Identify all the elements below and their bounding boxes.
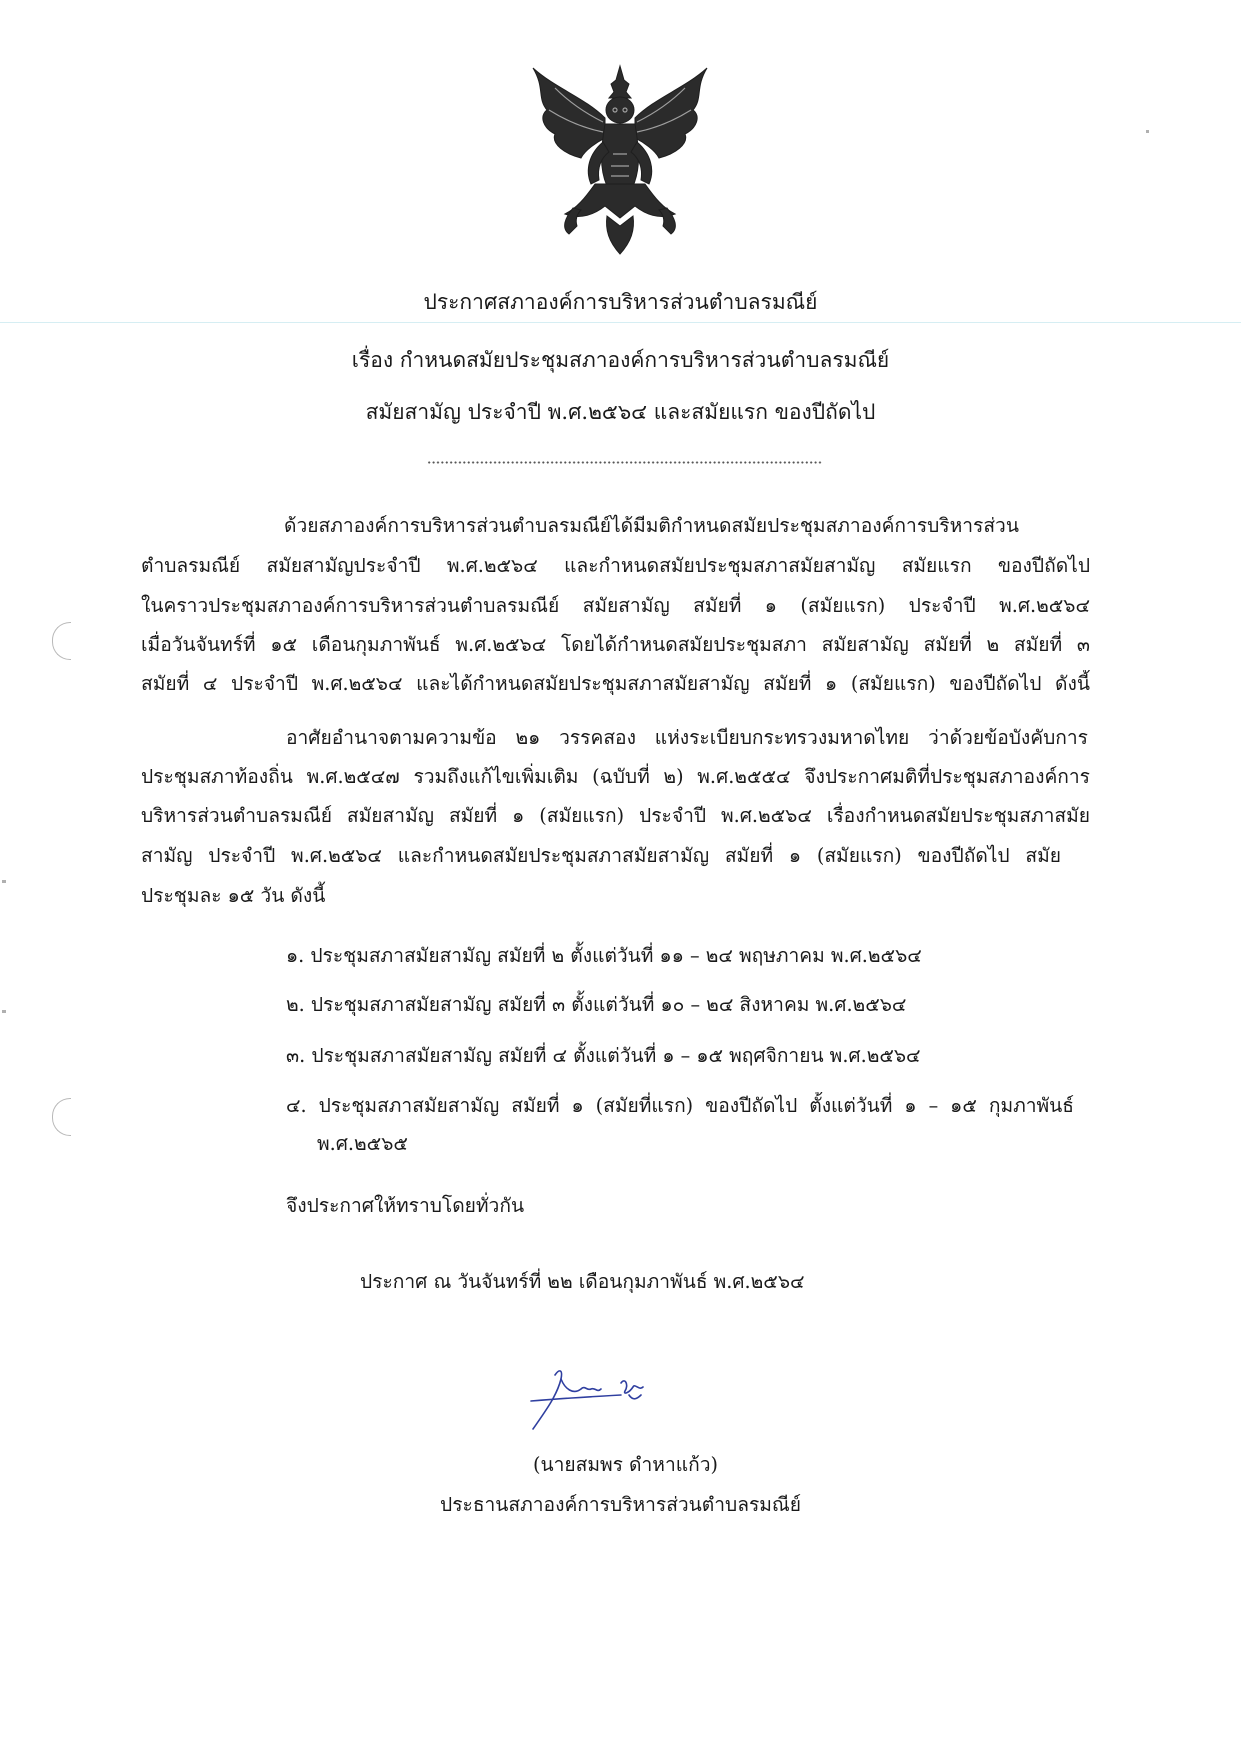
edge-mark xyxy=(2,880,6,883)
paragraph2-line: อาศัยอำนาจตามความข้อ ๒๑ วรรคสอง แห่งระเบียบกระทรวงมหาดไทย ว่าด้วยข้อบังคับการ xyxy=(286,726,1088,749)
announcement-subject: เรื่อง กำหนดสมัยประชุมสภาองค์การบริหารส่วนตำบลรมณีย์ xyxy=(351,348,890,372)
paragraph1-line: สมัยที่ ๔ ประจำปี พ.ศ.๒๕๖๔ และได้กำหนดสมัยประชุมสภาสมัยสามัญ สมัยที่ ๑ (สมัยแรก) ของปีถัดไป ดังนี้ xyxy=(141,672,1090,695)
paragraph2-line: บริหารส่วนตำบลรมณีย์ สมัยสามัญ สมัยที่ ๑ (สมัยแรก) ประจำปี พ.ศ.๒๕๖๔ เรื่องกำหนดสมัยประชุมสภาสมัย xyxy=(141,804,1090,827)
edge-mark xyxy=(1146,130,1149,133)
session-item: ๒. ประชุมสภาสมัยสามัญ สมัยที่ ๓ ตั้งแต่วันที่ ๑๐ – ๒๔ สิงหาคม พ.ศ.๒๕๖๔ xyxy=(286,993,907,1016)
handwritten-signature xyxy=(525,1355,675,1435)
paragraph2-line: สามัญ ประจำปี พ.ศ.๒๕๖๔ และกำหนดสมัยประชุมสภาสมัยสามัญ สมัยที่ ๑ (สมัยแรก) ของปีถัดไป สมัย xyxy=(141,844,1061,867)
signatory-name: (นายสมพร ดำหาแก้ว) xyxy=(533,1453,718,1476)
closing-statement: จึงประกาศให้ทราบโดยทั่วกัน xyxy=(286,1194,525,1217)
session-item: ๔. ประชุมสภาสมัยสามัญ สมัยที่ ๑ (สมัยที่แรก) ของปีถัดไป ตั้งแต่วันที่ ๑ – ๑๕ กุมภาพันธ์ xyxy=(286,1094,1074,1117)
paragraph1-line: ในคราวประชุมสภาองค์การบริหารส่วนตำบลรมณีย์ สมัยสามัญ สมัยที่ ๑ (สมัยแรก) ประจำปี พ.ศ.๒๕๖๔ xyxy=(141,594,1090,617)
paragraph2-line: ประชุมละ ๑๕ วัน ดังนี้ xyxy=(141,884,326,907)
garuda-emblem-icon xyxy=(525,58,715,258)
announcement-date: ประกาศ ณ วันจันทร์ที่ ๒๒ เดือนกุมภาพันธ์ พ.ศ.๒๕๖๔ xyxy=(360,1270,805,1293)
punch-hole-mark xyxy=(52,1098,71,1136)
edge-mark xyxy=(2,1010,6,1013)
session-item-continuation: พ.ศ.๒๕๖๕ xyxy=(317,1132,408,1155)
paragraph2-line: ประชุมสภาท้องถิ่น พ.ศ.๒๕๔๗ รวมถึงแก้ไขเพิ่มเติม (ฉบับที่ ๒) พ.ศ.๒๕๕๔ จึงประกาศมติที่ประชุมสภาองค์การ xyxy=(141,765,1090,788)
session-item: ๑. ประชุมสภาสมัยสามัญ สมัยที่ ๒ ตั้งแต่วันที่ ๑๑ – ๒๔ พฤษภาคม พ.ศ.๒๕๖๔ xyxy=(286,944,922,967)
paragraph1-line: ด้วยสภาองค์การบริหารส่วนตำบลรมณีย์ได้มีมติกำหนดสมัยประชุมสภาองค์การบริหารส่วน xyxy=(284,514,1019,537)
session-item: ๓. ประชุมสภาสมัยสามัญ สมัยที่ ๔ ตั้งแต่วันที่ ๑ – ๑๕ พฤศจิกายน พ.ศ.๒๕๖๔ xyxy=(286,1044,921,1067)
scan-artifact-line xyxy=(0,322,1241,323)
paragraph1-line: เมื่อวันจันทร์ที่ ๑๕ เดือนกุมภาพันธ์ พ.ศ.๒๕๖๔ โดยได้กำหนดสมัยประชุมสภา สมัยสามัญ สมัยที่ ๒ สมัยที่ ๓ xyxy=(141,633,1090,656)
signatory-position: ประธานสภาองค์การบริหารส่วนตำบลรมณีย์ xyxy=(440,1493,801,1516)
paragraph1-line: ตำบลรมณีย์ สมัยสามัญประจำปี พ.ศ.๒๕๖๔ และกำหนดสมัยประชุมสภาสมัยสามัญ สมัยแรก ของปีถัดไป xyxy=(141,554,1090,577)
announcement-subject-line2: สมัยสามัญ ประจำปี พ.ศ.๒๕๖๔ และสมัยแรก ของปีถัดไป xyxy=(365,400,876,424)
dotted-separator xyxy=(427,460,823,465)
punch-hole-mark xyxy=(52,622,71,660)
announcement-title: ประกาศสภาองค์การบริหารส่วนตำบลรมณีย์ xyxy=(423,290,818,314)
